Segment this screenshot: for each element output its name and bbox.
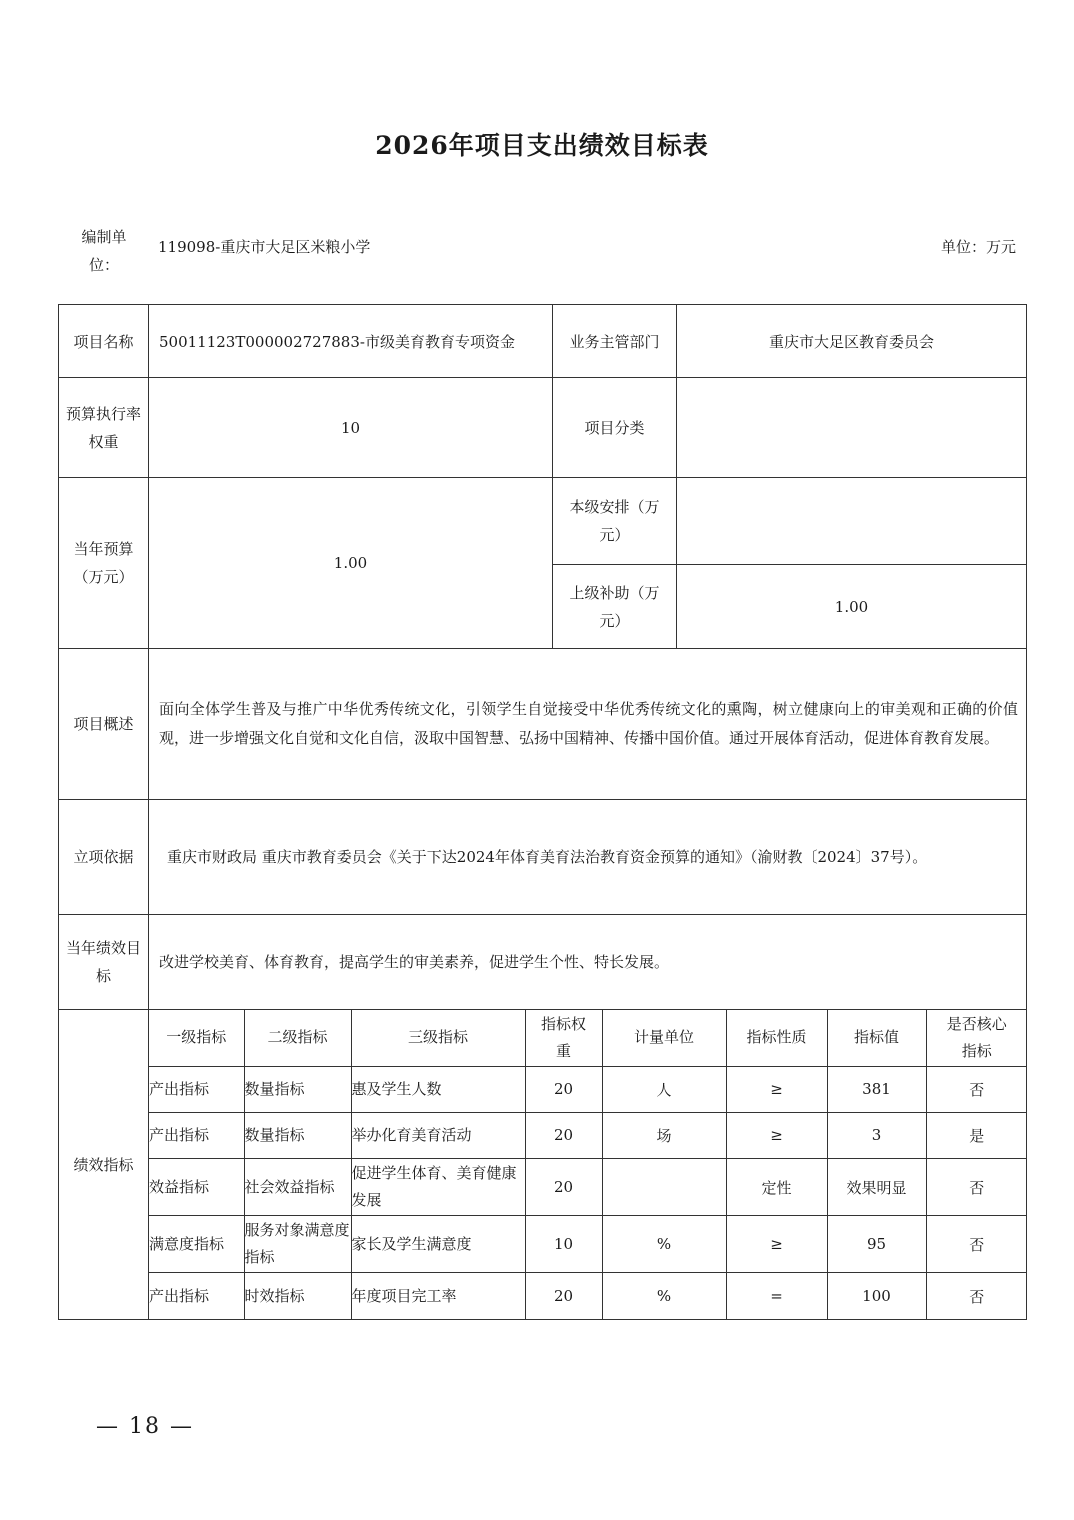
upper-label: 上级补助（万元） <box>553 565 677 649</box>
table-cell: 20 <box>525 1112 602 1158</box>
table-cell: 10 <box>525 1216 602 1273</box>
page-title: 2026年项目支出绩效目标表 <box>375 131 709 160</box>
table-cell: 举办化育美育活动 <box>351 1112 525 1158</box>
dept-value: 重庆市大足区教育委员会 <box>677 305 1027 378</box>
local-label: 本级安排（万元） <box>553 478 677 565</box>
unit-label: 编制单位： <box>81 228 127 274</box>
indicators-table <box>149 1010 1027 1319</box>
table-cell: % <box>602 1273 726 1319</box>
table-row <box>149 1273 1027 1319</box>
goal-label: 当年绩效目标 <box>59 915 149 1010</box>
table-cell: 20 <box>525 1158 602 1215</box>
category-value <box>677 378 1027 478</box>
table-cell: 20 <box>525 1273 602 1319</box>
header-cell: 指标权重 <box>525 1010 602 1066</box>
category-label: 项目分类 <box>553 378 677 478</box>
table-cell: 时效指标 <box>244 1273 351 1319</box>
table-cell: 惠及学生人数 <box>351 1066 525 1112</box>
table-cell: 95 <box>827 1216 926 1273</box>
weight-value: 10 <box>149 378 553 478</box>
table-cell: 否 <box>926 1158 1027 1215</box>
table-row <box>149 1158 1027 1215</box>
header-cell: 一级指标 <box>149 1010 244 1066</box>
table-cell: 100 <box>827 1273 926 1319</box>
table-cell: 定性 <box>726 1158 827 1215</box>
table-cell: 满意度指标 <box>149 1216 244 1273</box>
money-unit: 单位：万元 <box>940 238 1016 256</box>
table-cell: 产出指标 <box>149 1273 244 1319</box>
header-cell: 指标性质 <box>726 1010 827 1066</box>
weight-label: 预算执行率权重 <box>59 378 149 478</box>
unit-value: 119098-重庆市大足区米粮小学 <box>158 238 371 256</box>
dept-label: 业务主管部门 <box>553 305 677 378</box>
table-cell: 否 <box>926 1066 1027 1112</box>
table-cell: 社会效益指标 <box>244 1158 351 1215</box>
table-cell: % <box>602 1216 726 1273</box>
table-cell: = <box>726 1273 827 1319</box>
table-cell: ≥ <box>726 1066 827 1112</box>
performance-table <box>58 304 1027 1320</box>
basis-label: 立项依据 <box>59 800 149 915</box>
table-cell: 年度项目完工率 <box>351 1273 525 1319</box>
table-cell: 20 <box>525 1066 602 1112</box>
header-cell: 二级指标 <box>244 1010 351 1066</box>
upper-value: 1.00 <box>677 565 1027 649</box>
table-cell: 产出指标 <box>149 1066 244 1112</box>
overview-value: 面向全体学生普及与推广中华优秀传统文化，引领学生自觉接受中华优秀传统文化的熏陶，树立健康向上的审美观和正确的价值观，进一步增强文化自觉和文化自信，汲取中国智慧、弘扬中国精神、传播中国价值。通过开展体育活动，促进体育教育发展。 <box>149 649 1027 800</box>
table-cell: 家长及学生满意度 <box>351 1216 525 1273</box>
table-cell: 数量指标 <box>244 1066 351 1112</box>
table-cell: 3 <box>827 1112 926 1158</box>
table-cell <box>602 1158 726 1215</box>
local-value <box>677 478 1027 565</box>
table-cell: 场 <box>602 1112 726 1158</box>
page-number: — 18 — <box>96 1414 194 1439</box>
indicators-cell <box>149 1010 1027 1320</box>
header-cell: 计量单位 <box>602 1010 726 1066</box>
table-cell: 效益指标 <box>149 1158 244 1215</box>
budget-value: 1.00 <box>149 478 553 649</box>
table-cell: 否 <box>926 1216 1027 1273</box>
indicators-label: 绩效指标 <box>59 1010 149 1320</box>
goal-value: 改进学校美育、体育教育，提高学生的审美素养，促进学生个性、特长发展。 <box>149 915 1027 1010</box>
table-cell: ≥ <box>726 1216 827 1273</box>
header-cell: 三级指标 <box>351 1010 525 1066</box>
header-cell: 指标值 <box>827 1010 926 1066</box>
table-cell: 促进学生体育、美育健康发展 <box>351 1158 525 1215</box>
table-row <box>149 1066 1027 1112</box>
table-row <box>149 1216 1027 1273</box>
table-cell: 381 <box>827 1066 926 1112</box>
table-row <box>149 1112 1027 1158</box>
table-cell: ≥ <box>726 1112 827 1158</box>
basis-value: 重庆市财政局 重庆市教育委员会《关于下达2024年体育美育法治教育资金预算的通知》（渝财教〔2024〕37号）。 <box>149 800 1027 915</box>
table-cell: 否 <box>926 1273 1027 1319</box>
table-cell: 效果明显 <box>827 1158 926 1215</box>
indicators-header-row <box>149 1010 1027 1066</box>
table-cell: 产出指标 <box>149 1112 244 1158</box>
overview-label: 项目概述 <box>59 649 149 800</box>
table-cell: 人 <box>602 1066 726 1112</box>
table-cell: 服务对象满意度指标 <box>244 1216 351 1273</box>
budget-label: 当年预算（万元） <box>59 478 149 649</box>
table-cell: 数量指标 <box>244 1112 351 1158</box>
project-name-value: 50011123T000002727883-市级美育教育专项资金 <box>149 305 553 378</box>
header-cell: 是否核心指标 <box>926 1010 1027 1066</box>
table-cell: 是 <box>926 1112 1027 1158</box>
project-name-label: 项目名称 <box>59 305 149 378</box>
